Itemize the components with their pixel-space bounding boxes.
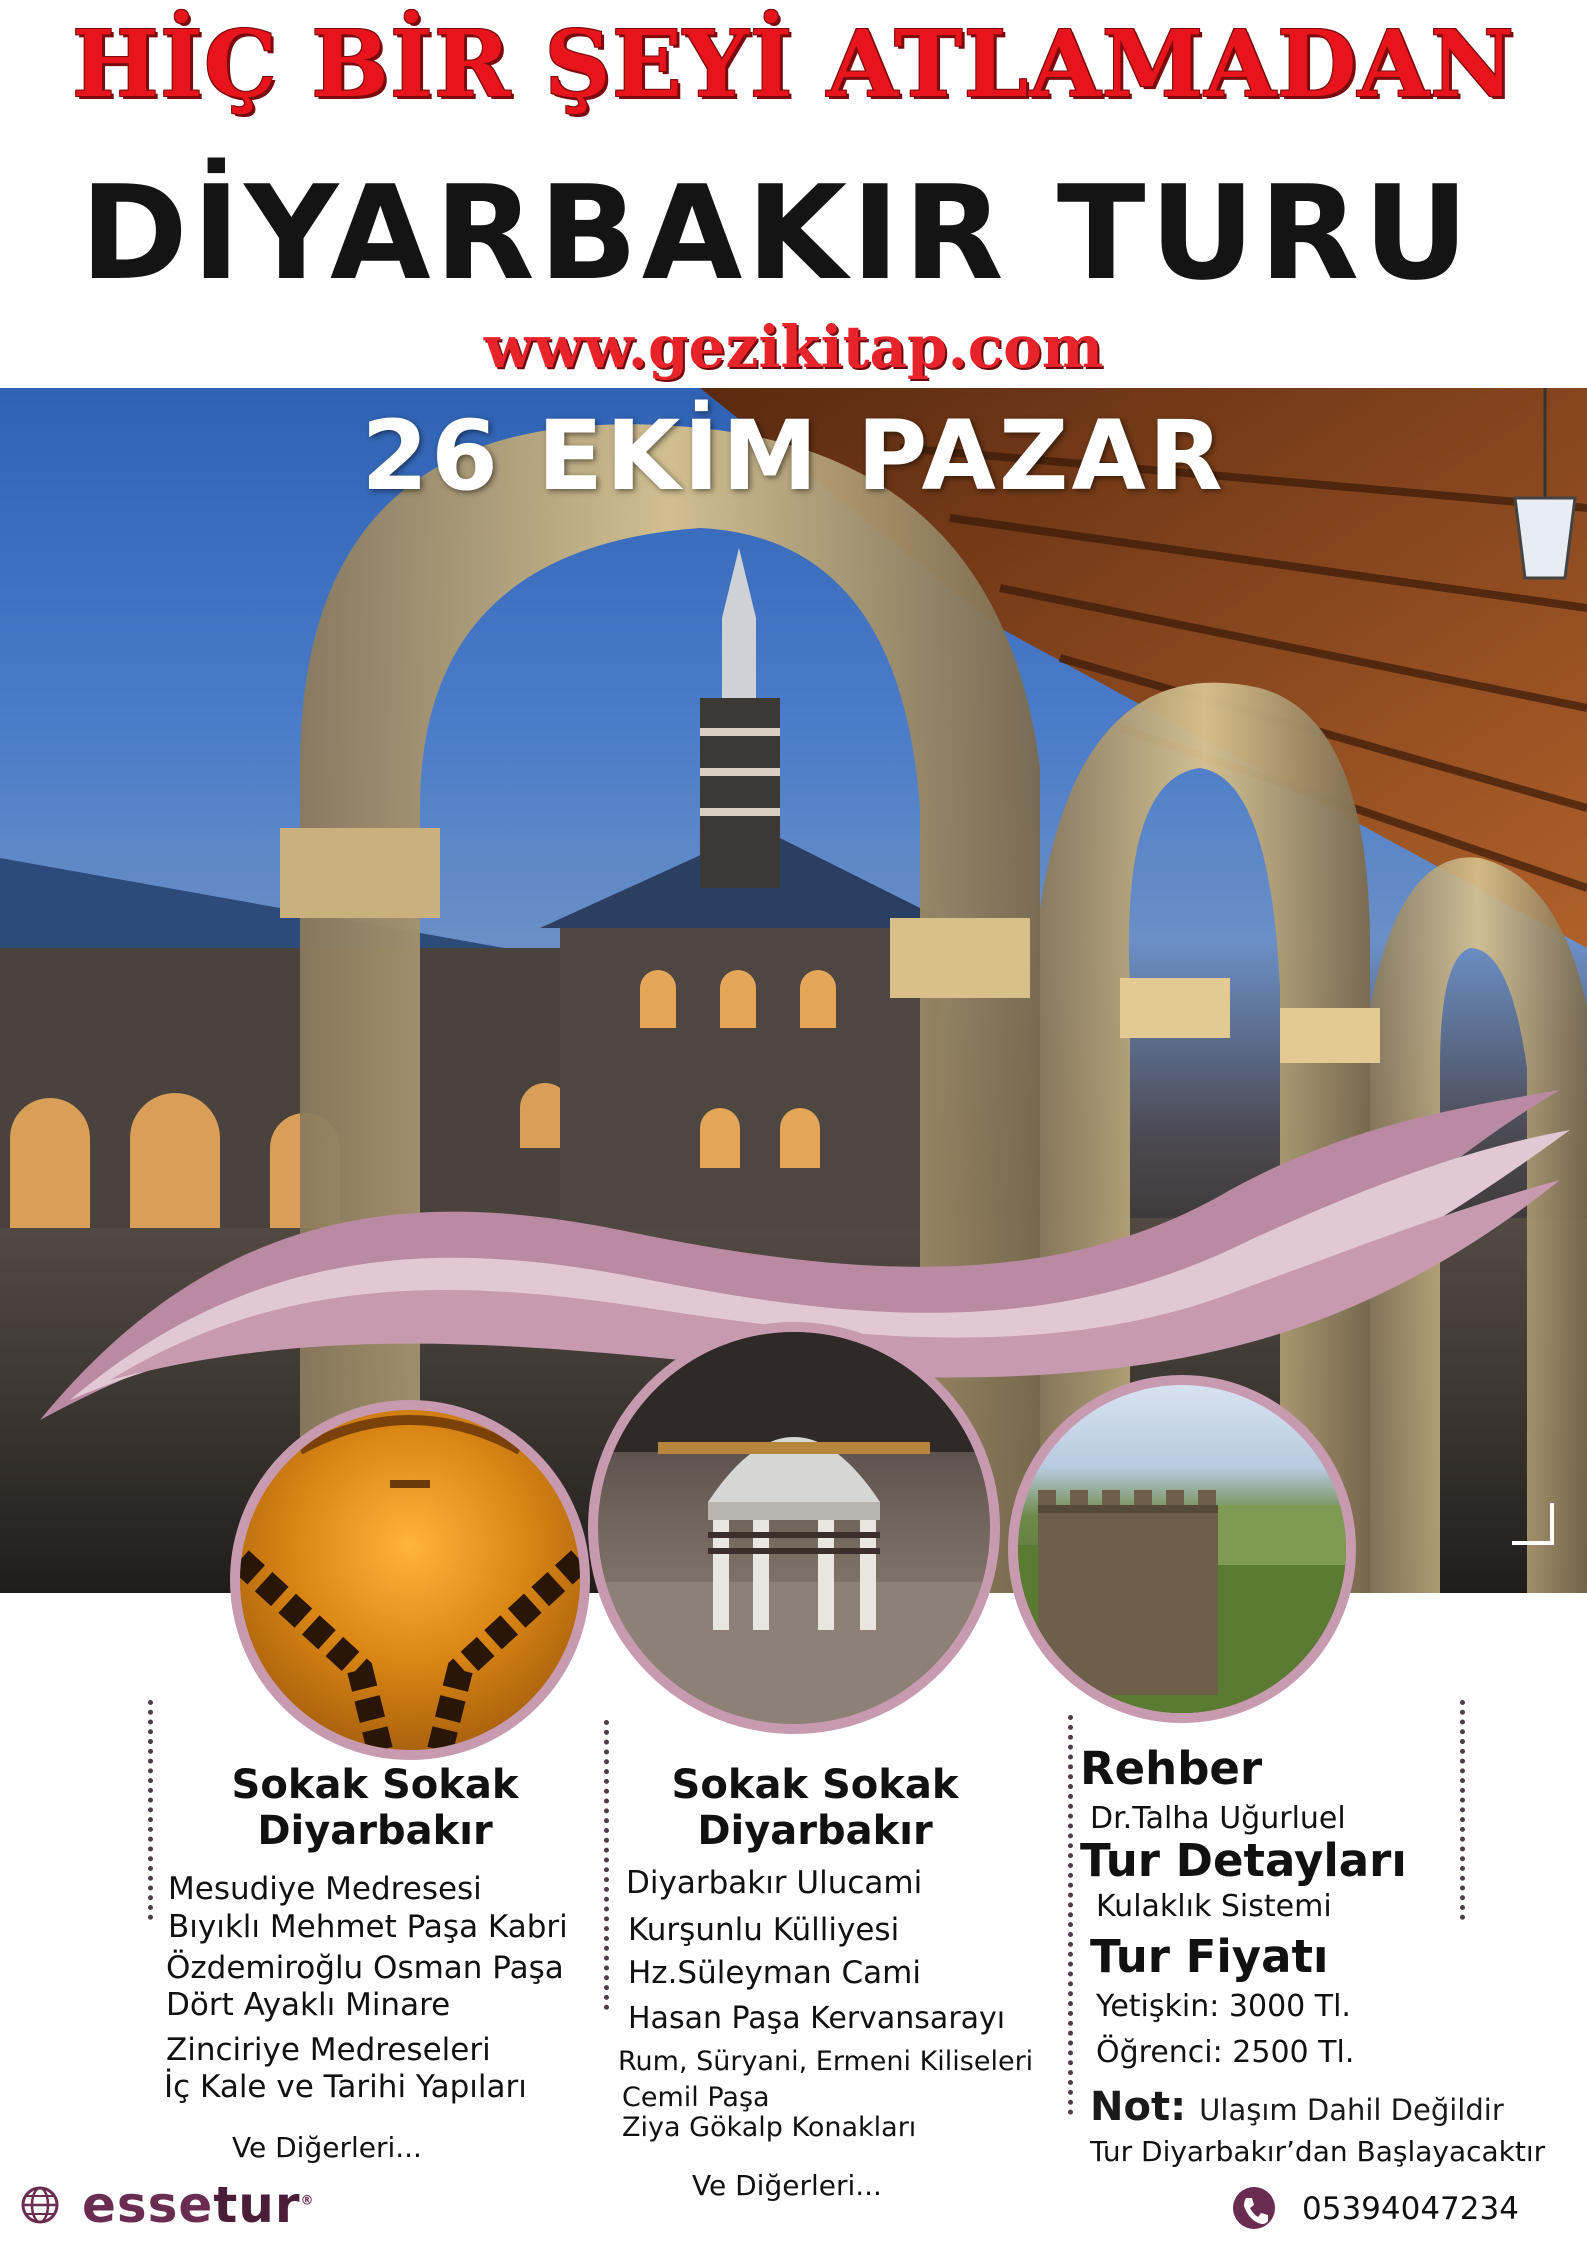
column-2-more: Ve Diğerleri... [692,2169,882,2202]
essetur-logo[interactable] [82,2176,315,2234]
column-2-item: Kurşunlu Külliyesi [628,1912,900,1948]
logo-part1: esse [82,2176,214,2234]
logo-part2: tur [213,2176,301,2234]
column-2-item: Hz.Süleyman Cami [628,1955,921,1991]
corner-mark [1512,1503,1554,1545]
note-line1: Ulaşım Dahil Değildir [1199,2093,1504,2127]
price-adult: Yetişkin: 3000 Tl. [1096,1989,1351,2024]
price-label: Tur Fiyatı [1090,1930,1329,1983]
column-1-item: Dört Ayaklı Minare [166,1987,451,2023]
medrese-illustration [240,1410,580,1750]
headline: HİÇ BİR ŞEYİ ATLAMADAN [71,10,1516,118]
note-line2: Tur Diyarbakır’dan Başlayacaktır [1090,2135,1546,2168]
column-1-item: Özdemiroğlu Osman Paşa [166,1950,564,1986]
photo-circle-kervansaray [588,1322,1000,1734]
column-1 [200,1762,550,1854]
column-2-item: Diyarbakır Ulucami [626,1865,923,1901]
column-1-item: Mesudiye Medresesi [168,1871,482,1907]
kervansaray-illustration [598,1332,990,1724]
tour-date: 26 EKİM PAZAR [361,400,1226,512]
column-2-item: Rum, Süryani, Ermeni Kiliseleri [618,2046,1034,2077]
phone-number[interactable]: 05394047234 [1302,2191,1519,2227]
guide-name: Dr.Talha Uğurluel [1090,1801,1346,1836]
column-2-item: Hasan Paşa Kervansarayı [628,2001,1006,2036]
column-1-more: Ve Diğerleri... [232,2131,422,2164]
website-link[interactable]: www.gezikitap.com [483,313,1104,381]
separator-left [148,1700,153,1920]
photo-circle-surlar [1008,1375,1356,1723]
price-student: Öğrenci: 2500 Tl. [1096,2035,1355,2070]
tour-details-label: Tur Detayları [1080,1834,1407,1887]
note [1090,2084,1504,2130]
separator-right [1068,1715,1073,2115]
column-1-title-line1: Sokak Sokak [231,1762,519,1808]
tour-details-value: Kulaklık Sistemi [1096,1889,1332,1924]
page-title: DİYARBAKIR TURU [80,157,1473,309]
column-1-title-line2: Diyarbakır [257,1808,493,1854]
note-label: Not: [1090,2084,1187,2130]
logo-mark: ® [300,2193,315,2209]
column-2 [640,1762,990,1854]
column-2-title-line1: Sokak Sokak [671,1762,959,1808]
column-1-item: İç Kale ve Tarihi Yapıları [164,2069,527,2105]
column-2-item: Ziya Gökalp Konakları [622,2112,917,2143]
globe-icon [20,2185,60,2225]
separator-far-right [1460,1700,1465,1920]
phone-icon [1232,2186,1276,2230]
column-1-item: Zinciriye Medreseleri [166,2032,491,2068]
city-walls-illustration [1018,1385,1346,1713]
photo-circle-medrese [230,1400,590,1760]
column-1-item: Bıyıklı Mehmet Paşa Kabri [168,1909,568,1945]
column-2-title-line2: Diyarbakır [697,1808,933,1854]
separator-middle [604,1720,609,2010]
column-2-item: Cemil Paşa [622,2082,770,2113]
guide-label: Rehber [1080,1742,1263,1795]
